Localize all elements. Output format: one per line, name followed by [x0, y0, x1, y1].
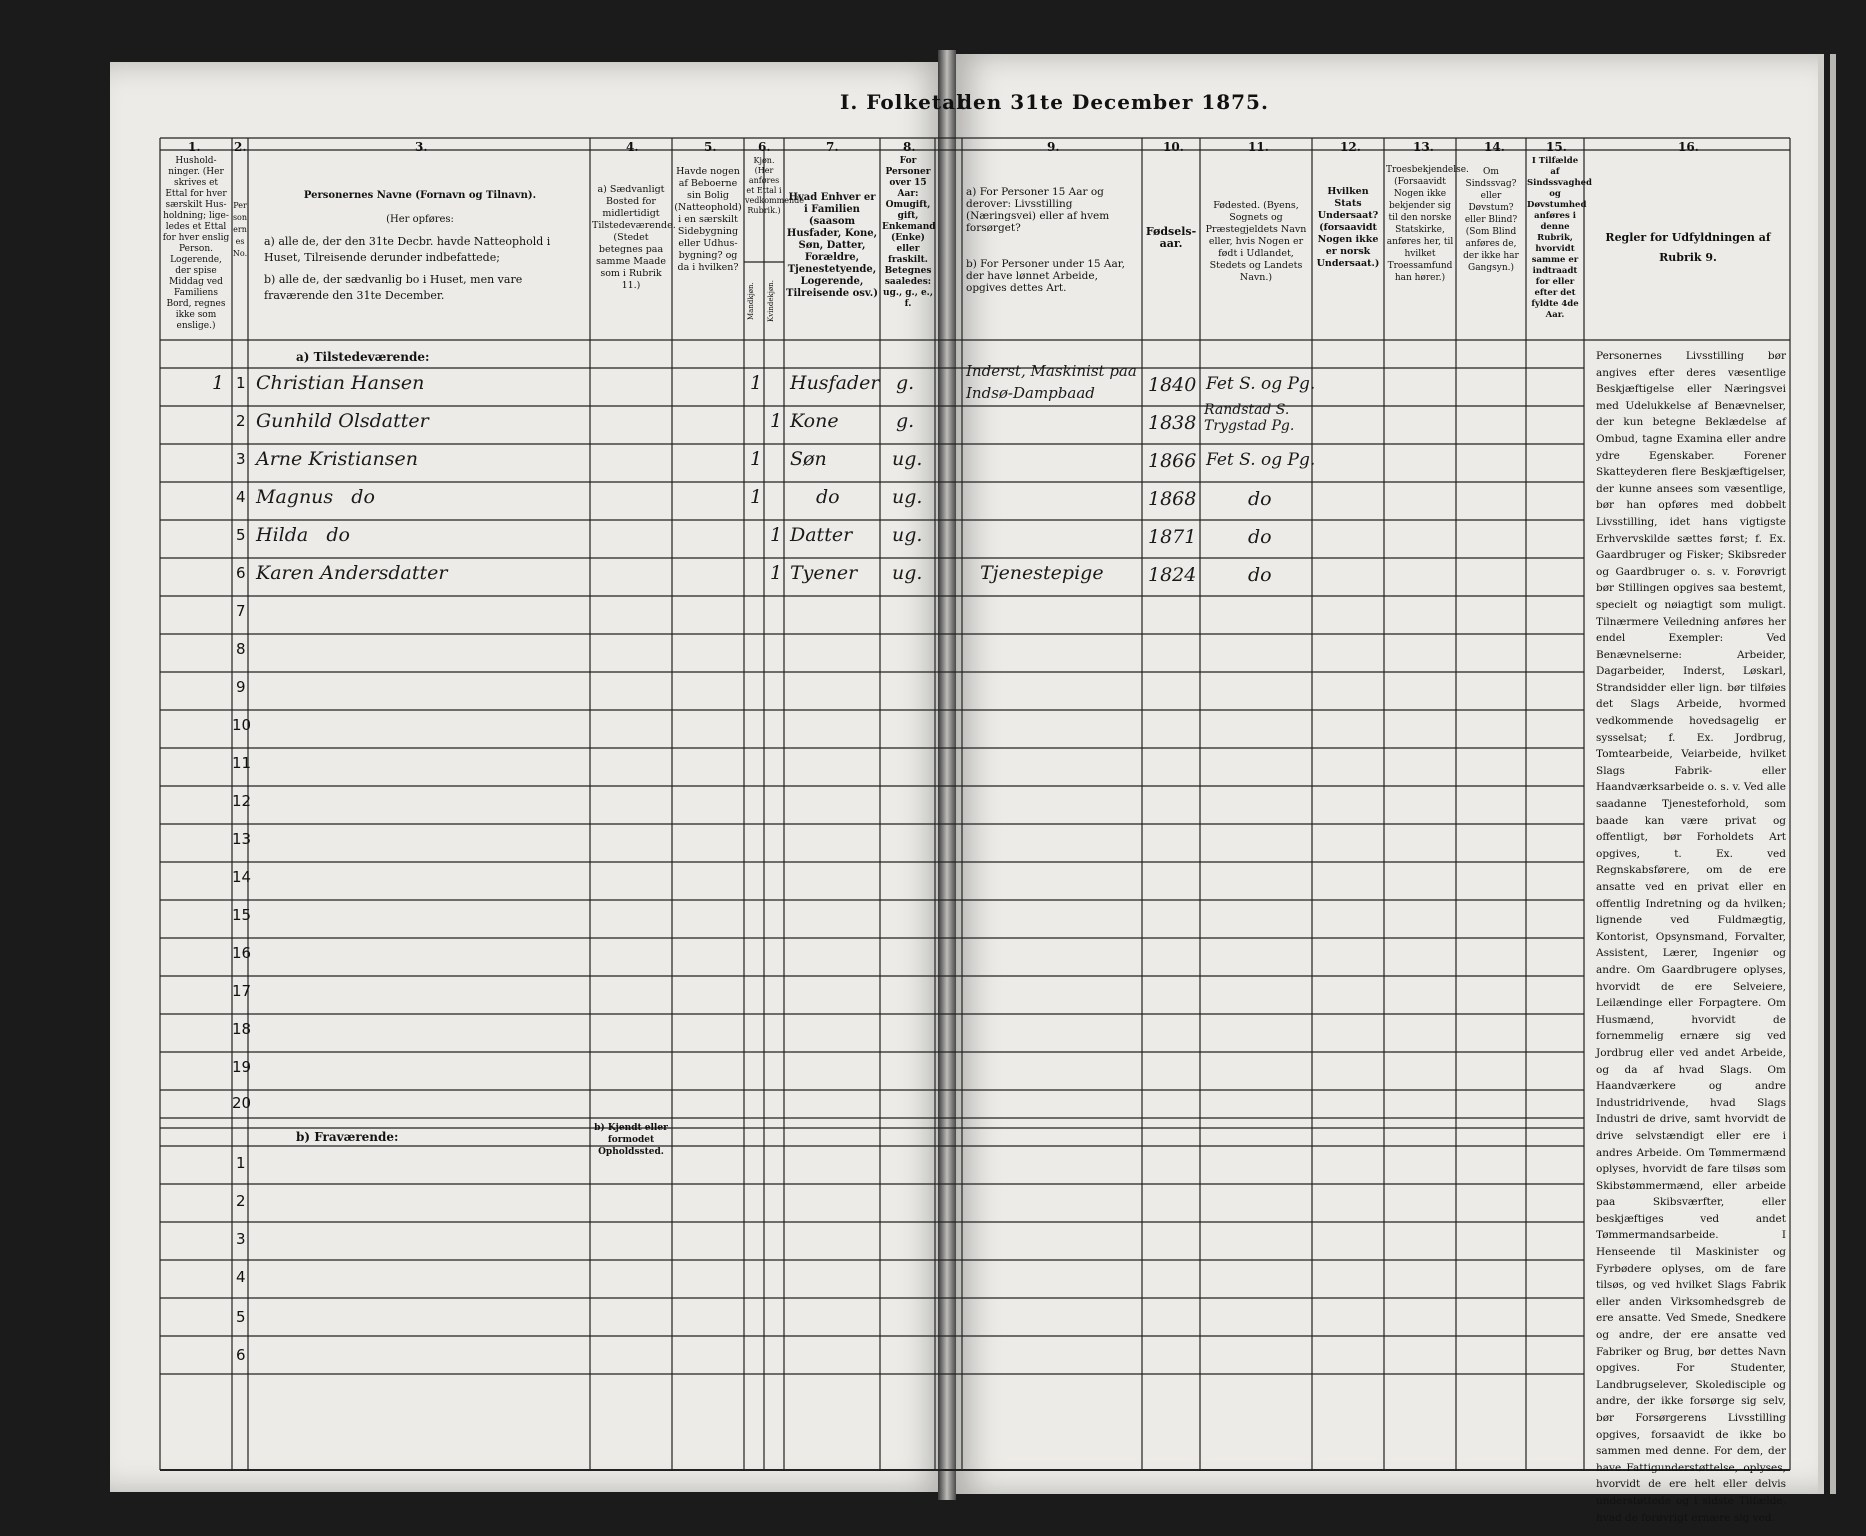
column-number: 13.	[1413, 140, 1434, 154]
family-role: Søn	[790, 448, 827, 470]
absent-row-number: 5	[236, 1308, 246, 1326]
birth-year: 1840	[1148, 374, 1197, 396]
person-name: Arne Kristiansen	[256, 448, 418, 470]
header-female: Kvindekjøn.	[767, 280, 775, 322]
absent-row-number: 6	[236, 1346, 246, 1364]
family-role: Kone	[790, 410, 839, 432]
rules-text: Personernes Livsstilling bør angives efter deres væsentlige Beskjæftigelse eller Næringsvei med Udelukkelse af Benævnelser, der kun betegne Beklædelse af Ombud, tagne Examina eller andre ydre Egenskaber. Forener Skatteyderen flere Beskjæftigelser, der kunne ansees som væsentlige, bør han opføres med dobbelt Livsstilling, idet hans vigtigste Erhvervskilde sættes først; f. Ex. Gaardbruger og Fisker; Skibsreder og Gaardbruger o. s. v. Forøvrigt bør Stillingen opgives saa bestemt, specielt og nøiagtigt som muligt. Tilnærmere Veiledning anføres her endel Exempler: Ved Benævnelserne: Arbeider, Dagarbeider, Inderst, Løskarl, Strandsidder eller lign. bør tilføies det Slags Arbeide, hvormed vedkommende hovedsagelig er sysselsat; f. Ex. Jordbrug, Tomtearbeide, Veiarbeide, hvilket Slags Fabrik- eller Haandværksarbeide o. s. v. Ved alle saadanne Tjenesteforhold, som baade kan være privat og offentligt, bør Forholdets Art opgives, t. Ex. ved Regnskabsførere, om de ere ansatte ved en privat eller en offentlig Indretning og da hvilken; lignende ved Fuldmægtig, Kontorist, Opsynsmand, Forvalter, Assistent, Lærer, Ingeniør og andre. Om Gaardbrugere oplyses, hvorvidt de ere Selveiere, Leilændinge eller Forpagtere. Om Husmænd, hvorvidt de fornemmelig ernære sig ved Jordbrug eller ved andet Arbeide, og da af hvad Slags. Om Haandværkere og andre Industridrivende, hvad Slags Industri de drive, samt hvorvidt de drive selvstændigt eller ere i andres Arbeide. Om Tømmermænd oplyses, hvorvidt de fare tilsøs som Skibstømmermænd, eller arbeide paa Skibsværfter, eller beskjæftiges ved andet Tømmermandsarbeide. I Henseende til Maskinister og Fyrbødere oplyses, om de fare tilsøs, og ved hvilket Slags Fabrik eller anden Virksomhedsgreb de ere ansatte. Ved Smede, Snedkere og andre, der ere ansatte ved Fabriker og Brug, bør dettes Navn opgives. For Studenter, Landbrugselever, Skoledisciple og andre, der ikke forsørge sig selv, bør Forsørgerens Livsstilling opgives, forsaavidt de ikke bo sammen med denne. For dem, der have Fattigunderstøttelse, oplyses, hvorvidt de ere helt eller delvis understøttede og i sidste Tilfælde, hvad de forøvrigt ernære sig ved.	[1596, 350, 1786, 1524]
absent-row-number: 1	[236, 1154, 246, 1172]
male-mark: 1	[750, 372, 763, 394]
row-number: 1	[236, 374, 246, 392]
header-civil-status: For Personer over 15 Aar: Omugift, gift, Enkemand (Enke) eller fraskilt. Betegnes saaledes: ug., g., e., f.	[882, 156, 936, 309]
header-disability: Om Sindssvag? eller Døvstum? eller Blind? (Som Blind anføres de, der ikke har Gangsyn.)	[1463, 167, 1519, 273]
civil-status: g.	[896, 410, 915, 432]
row-number: 12	[232, 792, 252, 810]
household-mark: 1	[212, 372, 225, 394]
birth-year: 1866	[1148, 450, 1197, 472]
column-number: 8.	[903, 140, 916, 154]
civil-status: ug.	[892, 524, 923, 546]
row-number: 14	[232, 868, 252, 886]
family-role: Tyener	[790, 562, 858, 584]
female-mark: 1	[770, 410, 783, 432]
column-number: 9.	[1047, 140, 1060, 154]
column-number: 10.	[1163, 140, 1184, 154]
column-number: 5.	[704, 140, 717, 154]
header-male: Mandkjøn.	[747, 282, 755, 320]
family-role: Datter	[790, 524, 853, 546]
civil-status: ug.	[892, 562, 923, 584]
column-number: 15.	[1546, 140, 1567, 154]
row-number: 17	[232, 982, 252, 1000]
column-number: 2.	[234, 140, 247, 154]
section-present: a) Tilstedeværende:	[296, 350, 430, 364]
header-households: Hushold-ninger. (Her skrives et Ettal for hver særskilt Hus-holdning; lige-ledes et Ettal for hver enslig Person. Logerende, der spise Middag ved Familiens Bord, regnes ikke som enslige.)	[162, 156, 230, 331]
header-person-number: Personernes No.	[232, 201, 248, 258]
column-number: 11.	[1248, 140, 1269, 154]
birthplace: do	[1248, 488, 1272, 510]
person-name: Gunhild Olsdatter	[256, 410, 429, 432]
absent-row-number: 3	[236, 1230, 246, 1248]
row-number: 6	[236, 564, 246, 582]
person-name: Christian Hansen	[256, 372, 425, 394]
female-mark: 1	[770, 562, 783, 584]
civil-status: g.	[896, 372, 915, 394]
header-citizenship: Hvilken Stats Undersaat? (forsaavidt Nogen ikke er norsk Undersaat.)	[1316, 186, 1380, 269]
birth-year: 1824	[1148, 564, 1197, 586]
row-number: 19	[232, 1058, 252, 1076]
header-side-building: Havde nogen af Beboerne sin Bolig (Natteophold) i en særskilt Sidebygning eller Udhus-bygning? og da i hvilken?	[674, 166, 742, 273]
header-occupation-b: b) For Personer under 15 Aar, der have lønnet Arbeide, opgives dettes Art.	[966, 258, 1125, 294]
male-mark: 1	[750, 448, 763, 470]
header-birthplace: Fødested. (Byens, Sognets og Præstegjeldets Navn eller, hvis Nogen er født i Udlandet, Stedets og Landets Navn.)	[1205, 200, 1307, 283]
header-religion: Troesbekjendelse. (Forsaavidt Nogen ikke bekjender sig til den norske Statskirke, anføres her, til hvilket Troessamfund han hører.)	[1386, 165, 1469, 283]
family-role: do	[816, 486, 840, 508]
header-birth-year: Fødsels-aar.	[1145, 225, 1197, 250]
occupation: Tjenestepige	[980, 562, 1104, 584]
absent-row-number: 4	[236, 1268, 246, 1286]
column-number: 16.	[1678, 140, 1699, 154]
male-mark: 1	[750, 486, 763, 508]
birth-year: 1868	[1148, 488, 1197, 510]
birthplace: Randstad S. Trygstad Pg.	[1204, 402, 1295, 434]
row-number: 16	[232, 944, 252, 962]
absent-location-header: b) Kjendt eller formodet Opholdssted.	[594, 1123, 668, 1157]
form-title-right: den 31te December 1875.	[958, 90, 1269, 114]
column-number: 3.	[415, 140, 428, 154]
header-names-b: b) alle de, der sædvanlig bo i Huset, men vare fraværende den 31te December.	[264, 273, 523, 302]
row-number: 2	[236, 412, 246, 430]
civil-status: ug.	[892, 486, 923, 508]
female-mark: 1	[770, 524, 783, 546]
column-number: 7.	[826, 140, 839, 154]
row-number: 7	[236, 602, 246, 620]
column-number: 6.	[758, 140, 771, 154]
row-number: 5	[236, 526, 246, 544]
row-number: 18	[232, 1020, 252, 1038]
birthplace: do	[1248, 526, 1272, 548]
header-rules-title: Regler for Udfyldningen af Rubrik 9.	[1605, 231, 1771, 264]
header-names-a: a) alle de, der den 31te Decbr. havde Natteophold i Huset, Tilreisende derunder indbefattede;	[264, 235, 551, 264]
birthplace: do	[1248, 564, 1272, 586]
row-number: 10	[232, 716, 252, 734]
header-disability-onset: I Tilfælde af Sindssvaghed og Døvstumhed anføres i denne Rubrik, hvorvidt samme er indtraadt for eller efter det fyldte 4de Aar.	[1527, 156, 1592, 320]
birthplace: Fet S. og Pg.	[1206, 450, 1316, 470]
person-name: Magnus do	[256, 486, 375, 508]
header-family-role: Hvad Enhver er i Familien (saasom Husfader, Kone, Søn, Datter, Forældre, Tjenestetyende, Logerende, Tilreisende osv.)	[786, 192, 878, 299]
header-sex: Kjøn. (Her anføres et Ettal i vedkommende Rubrik.)	[745, 156, 804, 215]
person-name: Karen Andersdatter	[256, 562, 448, 584]
absent-row-number: 2	[236, 1192, 246, 1210]
column-number: 14.	[1484, 140, 1505, 154]
family-role: Husfader	[790, 372, 880, 394]
form-title-left: I. Folketal	[840, 90, 965, 114]
row-number: 13	[232, 830, 252, 848]
header-names-sub: (Her opføres:	[386, 214, 454, 225]
row-number: 3	[236, 450, 246, 468]
row-number: 11	[232, 754, 252, 772]
person-name: Hilda do	[256, 524, 350, 546]
birthplace: Fet S. og Pg.	[1206, 374, 1316, 394]
column-number: 12.	[1340, 140, 1361, 154]
column-number: 4.	[626, 140, 639, 154]
row-number: 4	[236, 488, 246, 506]
section-absent: b) Fraværende:	[296, 1130, 399, 1144]
civil-status: ug.	[892, 448, 923, 470]
header-usual-residence: a) Sædvanligt Bosted for midlertidigt Tilstedeværende. (Stedet betegnes paa samme Maade som i Rubrik 11.)	[592, 184, 676, 291]
column-number: 1.	[188, 140, 201, 154]
row-number: 15	[232, 906, 252, 924]
birth-year: 1871	[1148, 526, 1197, 548]
header-names-title: Personernes Navne (Fornavn og Tilnavn).	[303, 190, 537, 201]
occupation: Inderst, Maskinist paa Indsø-Dampbaad	[966, 362, 1137, 402]
row-number: 8	[236, 640, 246, 658]
header-occupation-a: a) For Personer 15 Aar og derover: Livsstilling (Næringsvei) eller af hvem forsørget?	[966, 186, 1110, 234]
birth-year: 1838	[1148, 412, 1197, 434]
row-number: 20	[232, 1094, 252, 1112]
row-number: 9	[236, 678, 246, 696]
